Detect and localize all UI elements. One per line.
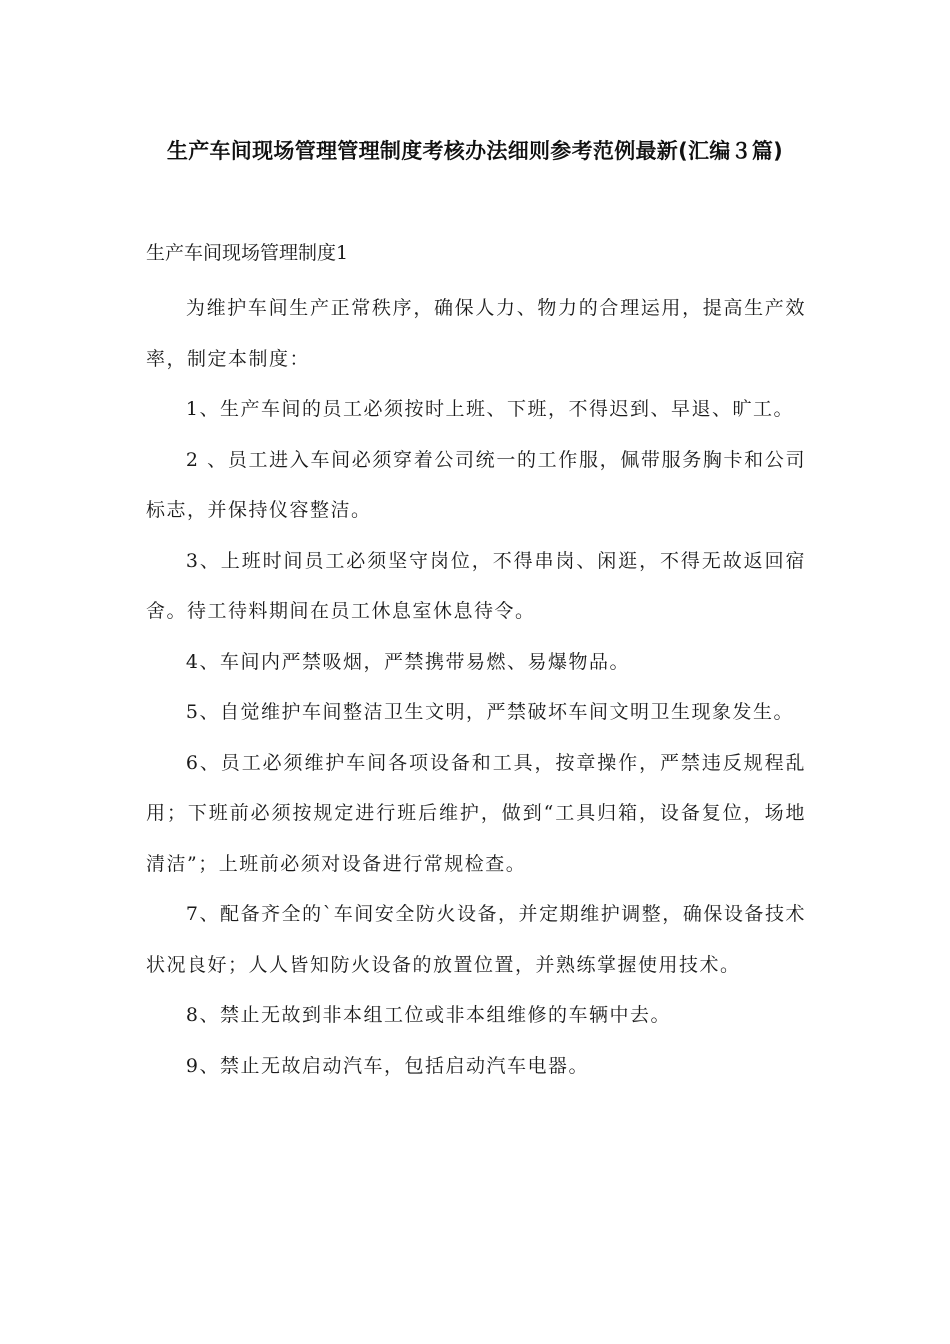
paragraph-rule-1: 1、生产车间的员工必须按时上班、下班，不得迟到、早退、旷工。: [185, 398, 794, 420]
paragraph-rule-3: 3、上班时间员工必须坚守岗位，不得串岗、闲逛，不得无故返回宿舍。待工待料期间在员工休息室休息待令。: [146, 549, 806, 622]
paragraph-rule-8: 8、禁止无故到非本组工位或非本组维修的车辆中去。: [185, 1004, 671, 1026]
paragraph-rule-2: 2 、员工进入车间必须穿着公司统一的工作服，佩带服务胸卡和公司标志，并保持仪容整洁。: [146, 448, 806, 521]
document-title: 生产车间现场管理管理制度考核办法细则参考范例最新(汇编３篇): [166, 139, 784, 163]
paragraph-rule-6: 6、员工必须维护车间各项设备和工具，按章操作，严禁违反规程乱用；下班前必须按规定进行班后维护，做到“工具归箱，设备复位，场地清洁”；上班前必须对设备进行常规检查。: [146, 751, 806, 875]
section-heading: 生产车间现场管理制度1: [146, 242, 349, 264]
paragraph-rule-7: 7、配备齐全的`车间安全防火设备，并定期维护调整，确保设备技术状况良好；人人皆知防火设备的放置位置，并熟练掌握使用技术。: [146, 903, 806, 976]
paragraph-rule-9: 9、禁止无故启动汽车，包括启动汽车电器。: [185, 1054, 589, 1077]
paragraph-intro: 为维护车间生产正常秩序，确保人力、物力的合理运用，提高生产效率，制定本制度：: [146, 297, 806, 370]
paragraph-rule-5: 5、自觉维护车间整洁卫生文明，严禁破坏车间文明卫生现象发生。: [185, 701, 794, 723]
document-body: [146, 283, 806, 1091]
paragraph-rule-4: 4、车间内严禁吸烟，严禁携带易燃、易爆物品。: [185, 650, 630, 673]
